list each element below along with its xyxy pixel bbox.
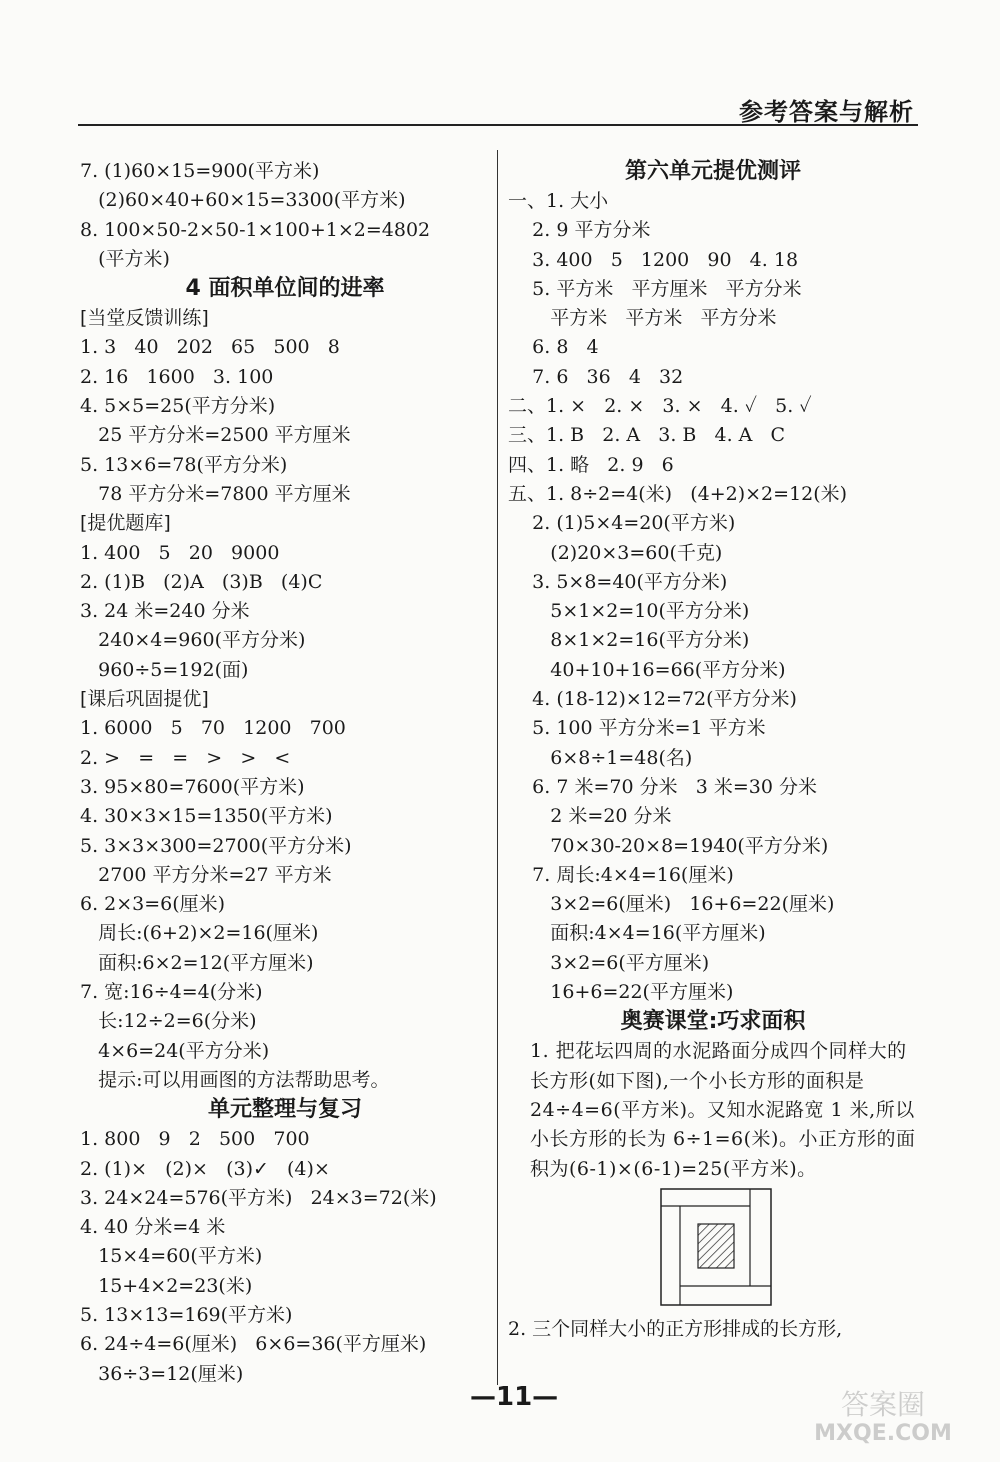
answer-line: 3. 95×80=7600(平方米) xyxy=(80,775,305,798)
answer-line: 3×2=6(平方厘米) xyxy=(508,951,710,974)
answer-line: 240×4=960(平方分米) xyxy=(80,629,306,652)
watermark-logo xyxy=(788,1384,978,1446)
answer-line: 16+6=22(平方厘米) xyxy=(508,981,734,1004)
answer-line: 2. > = = > > < xyxy=(80,746,291,769)
section-heading: 单元整理与复习 xyxy=(207,1097,362,1123)
answer-line: 7. 周长:4×4=16(厘米) xyxy=(508,863,734,886)
answer-line: 6. 7 米=70 分米 3 米=30 分米 xyxy=(508,775,817,798)
page-number: —11— xyxy=(470,1382,559,1412)
answer-line: 1. 400 5 20 9000 xyxy=(80,541,280,564)
subsection-label: [当堂反馈训练] xyxy=(80,307,209,330)
answer-line: 提示:可以用画图的方法帮助思考。 xyxy=(80,1068,390,1091)
subsection-label: [提优题库] xyxy=(80,512,171,535)
answer-line: 5. 13×13=169(平方米) xyxy=(80,1303,293,1326)
answer-line: 2. 9 平方分米 xyxy=(508,219,651,242)
answer-line: 面积:6×2=12(平方厘米) xyxy=(80,951,314,974)
answer-line: 5×1×2=10(平方分米) xyxy=(508,600,750,623)
answer-line: 1. 3 40 202 65 500 8 xyxy=(80,336,340,359)
answer-line: 5. 13×6=78(平方分米) xyxy=(80,453,288,476)
answer-line: 6×8÷1=48(名) xyxy=(508,746,693,769)
answer-line: 四、1. 略 2. 9 6 xyxy=(508,453,674,476)
answer-line: 7. (1)60×15=900(平方米) xyxy=(80,160,320,182)
answer-line: 3. 400 5 1200 90 4. 18 xyxy=(508,248,799,271)
answer-line: 2. 三个同样大小的正方形排成的长方形, xyxy=(508,1318,843,1341)
answer-line: 70×30-20×8=1940(平方分米) xyxy=(508,834,829,857)
answer-line: 6. 24÷4=6(厘米) 6×6=36(平方厘米) xyxy=(80,1333,427,1356)
answer-line: 4. 40 分米=4 米 xyxy=(80,1216,226,1239)
area-diagram xyxy=(660,1188,918,1315)
answer-line: 8×1×2=16(平方分米) xyxy=(508,629,750,652)
answer-line: 6. 2×3=6(厘米) xyxy=(80,893,226,916)
answer-line: (平方米) xyxy=(80,247,170,270)
answer-line: 7. 宽:16÷4=4(分米) xyxy=(80,981,263,1004)
header-rule xyxy=(78,124,918,126)
answer-line: 6. 8 4 xyxy=(508,336,599,359)
answer-line: 15+4×2=23(米) xyxy=(80,1274,253,1297)
answer-line: 1. 800 9 2 500 700 xyxy=(80,1128,310,1151)
answer-line: 2. (1)5×4=20(平方米) xyxy=(508,512,736,535)
flowerbed-figure xyxy=(660,1188,772,1306)
answer-line: 2700 平方分米=27 平方米 xyxy=(80,863,332,886)
subsection-label: [课后巩固提优] xyxy=(80,688,209,711)
answer-line: 78 平方分米=7800 平方厘米 xyxy=(80,482,351,505)
answer-line: 3×2=6(厘米) 16+6=22(厘米) xyxy=(508,893,835,916)
watermark-text: 答案圈 xyxy=(840,1388,926,1421)
right-column xyxy=(508,157,918,1344)
answer-line: 3. 5×8=40(平方分米) xyxy=(508,570,728,593)
answer-line: 3. 24×24=576(平方米) 24×3=72(米) xyxy=(80,1186,437,1209)
answer-line: 25 平方分米=2500 平方厘米 xyxy=(80,424,351,447)
answer-line: 2. (1)B (2)A (3)B (4)C xyxy=(80,570,323,593)
answer-line: 一、1. 大小 xyxy=(508,190,609,212)
answer-line: (2)60×40+60×15=3300(平方米) xyxy=(80,189,406,212)
answer-line: 长:12÷2=6(分米) xyxy=(80,1010,257,1033)
section-heading: 第六单元提优测评 xyxy=(624,159,801,184)
running-header: 参考答案与解析 xyxy=(739,98,914,126)
answer-line: 1. 6000 5 70 1200 700 xyxy=(80,717,346,740)
section-heading: 奥赛课堂:巧求面积 xyxy=(620,1009,806,1035)
answer-line: 5. 平方米 平方厘米 平方分米 xyxy=(508,277,802,300)
answer-line: (2)20×3=60(千克) xyxy=(508,541,723,564)
answer-line: 4×6=24(平方分米) xyxy=(80,1039,270,1062)
answer-line: 7. 6 36 4 32 xyxy=(508,365,684,388)
answer-line: 三、1. B 2. A 3. B 4. A C xyxy=(508,424,786,447)
section-heading: 4 面积单位间的进率 xyxy=(185,276,385,302)
answer-line: 5. 3×3×300=2700(平方分米) xyxy=(80,834,352,857)
left-column xyxy=(80,157,490,1389)
answer-line: 3. 24 米=240 分米 xyxy=(80,600,250,623)
answer-line: 4. 5×5=25(平方分米) xyxy=(80,395,276,418)
answer-paragraph: 1. 把花坛四周的水泥路面分成四个同样大的长方形(如下图),一个小长方形的面积是 24÷4=6(平方米)。又知水泥路宽 1 米,所以小长方形的长为 6÷1=6(米)。小正方形的面积为(6-1)×(6-1)=25(平方米)。 xyxy=(530,1040,916,1180)
answer-line: 2 米=20 分米 xyxy=(508,805,672,828)
answer-line: 面积:4×4=16(平方厘米) xyxy=(508,922,766,945)
answer-line: 8. 100×50-2×50-1×100+1×2=4802 xyxy=(80,218,431,241)
answer-line: 15×4=60(平方米) xyxy=(80,1245,263,1268)
watermark-url: MXQE.COM xyxy=(814,1421,952,1446)
answer-line: 五、1. 8÷2=4(米) (4+2)×2=12(米) xyxy=(508,482,848,505)
answer-line: 2. (1)× (2)× (3)✓ (4)× xyxy=(80,1157,330,1180)
answer-line: 周长:(6+2)×2=16(厘米) xyxy=(80,922,319,945)
answer-line: 5. 100 平方分米=1 平方米 xyxy=(508,717,766,740)
answer-line: 40+10+16=66(平方分米) xyxy=(508,658,786,681)
answer-line: 4. (18-12)×12=72(平方分米) xyxy=(508,688,797,711)
answer-line: 二、1. × 2. × 3. × 4. ✓ 5. ✓ xyxy=(508,395,812,418)
answer-line: 平方米 平方米 平方分米 xyxy=(508,307,777,330)
answer-line: 960÷5=192(面) xyxy=(80,658,249,681)
answer-line: 36÷3=12(厘米) xyxy=(80,1362,244,1385)
answer-line: 4. 30×3×15=1350(平方米) xyxy=(80,805,333,828)
answer-line: 2. 16 1600 3. 100 xyxy=(80,365,274,388)
column-divider xyxy=(497,150,498,1385)
